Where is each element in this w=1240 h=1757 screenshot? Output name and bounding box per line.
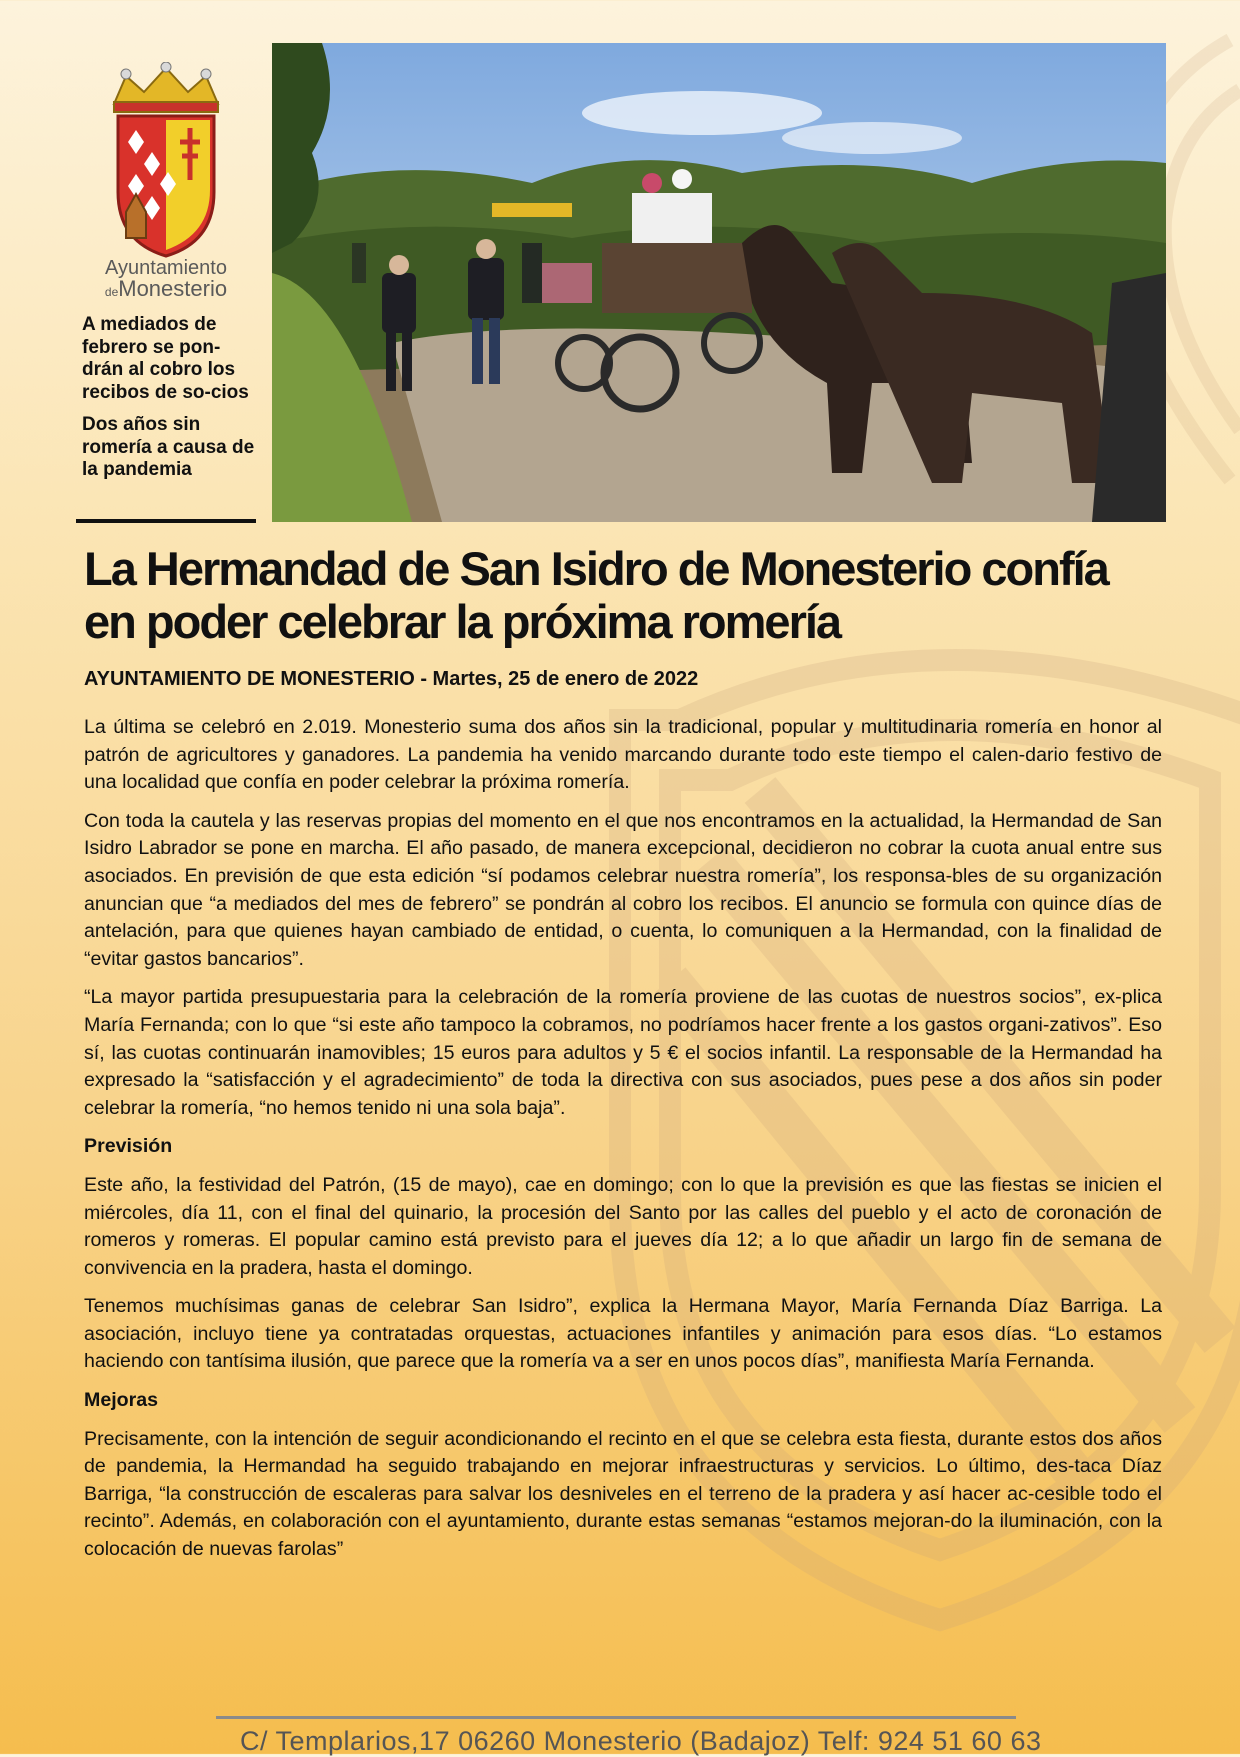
section-heading-mejoras: Mejoras (84, 1389, 159, 1412)
article-paragraph: Con toda la cautela y las reservas propias del momento en el que nos encontramos en la actualidad, la Hermandad de San Isidro Labrador se pone en marcha. El año pasado, de manera excepcional, decidieron no cobrar la cuota anual entre sus asociados. En previsión de que esta edición “sí podamos celebrar nuestra romería”, los responsa-bles de su organización anuncian que “a mediados del mes de febrero” se pondrán al cobro los recibos. El anuncio se formula con quince días de antelación, para que quienes hayan cambiado de entidad, o cuenta, lo comuniquen a la Hermandad, con la finalidad de “evitar gastos bancarios”. (84, 809, 1162, 970)
ayuntamiento-crest-logo (96, 62, 236, 262)
footer-divider (216, 1716, 1016, 1719)
wordmark-line1: Ayuntamiento (105, 257, 227, 279)
wordmark-prefix: de (104, 285, 119, 299)
article-paragraph: Tenemos muchísimas ganas de celebrar San Isidro”, explica la Hermana Mayor, María Fernanda Díaz Barriga. La asociación, incluyo tiene ya contratadas orquestas, actuaciones infantiles y animación para esos días. “Lo estamos haciendo con tantísima ilusión, que parece que la romería va a ser en unos pocos días”, manifiesta María Fernanda. (84, 1295, 1162, 1373)
sidebar-divider (76, 519, 256, 523)
article-paragraph: Precisamente, con la intención de seguir acondicionando el recinto en el que se celebra esta fiesta, durante estos dos años de pandemia, la Hermandad ha seguido trabajando en mejorar infraestructuras y servicios. Lo último, des-taca Díaz Barriga, “la construcción de escaleras para salvar los desniveles en el terreno de la pradera y así hacer ac-cesible todo el recinto”. Además, en colaboración con el ayuntamiento, durante estas semanas “estamos mejoran-do la iluminación, con la colocación de nuevas farolas” (84, 1427, 1162, 1561)
article-paragraph: Este año, la festividad del Patrón, (15 de mayo), cae en domingo; con lo que la previsión es que las fiestas se inicien el miércoles, día 11, con el final del quinario, la procesión del Santo por las calles del pueblo y el acto de coronación de romeros y romeras. El popular camino está previsto para el jueves día 12; a lo que añadir un largo fin de semana de convivencia en la pradera, hasta el domingo. (84, 1173, 1162, 1279)
highlight-pandemic: Dos años sin romería a causa de la pandemia (82, 414, 255, 480)
footer-address: C/ Templarios,17 06260 Monesterio (Badajoz) Telf: 924 51 60 63 (240, 1726, 1042, 1756)
article-byline: AYUNTAMIENTO DE MONESTERIO - Martes, 25 de enero de 2022 (84, 668, 699, 690)
section-heading-prevision: Previsión (84, 1135, 173, 1158)
article-body (84, 714, 1162, 1575)
article-paragraph: “La mayor partida presupuestaria para la celebración de la romería proviene de las cuotas de nuestros socios”, ex-plica María Fernanda; con lo que “si este año tampoco la cobramos, no podríamos hacer frente a los gastos organi-zativos”. Eso sí, las cuotas continuarán inamovibles; 15 euros para adultos y 5 € el socios infantil. La responsable de la Hermandad ha expresado la “satisfacción y el agradecimiento” de toda la directiva con sus asociados, pues pese a dos años sin poder celebrar la romería, “no hemos tenido ni una sola baja”. (84, 986, 1162, 1119)
ayuntamiento-wordmark (78, 258, 254, 300)
romeria-photo (272, 43, 1166, 522)
wordmark-town: Monesterio (118, 276, 228, 301)
wordmark-line2 (78, 278, 254, 300)
article-paragraph: La última se celebró en 2.019. Monesterio suma dos años sin la tradicional, popular y multitudinaria romería en honor al patrón de agricultores y ganadores. La pandemia ha venido marcando durante todo este tiempo el calen-dario festivo de una localidad que confía en poder celebrar la próxima romería. (84, 716, 1162, 794)
highlight-receipts: A mediados de febrero se pon-drán al cobro los recibos de so-cios (82, 314, 249, 403)
sidebar-highlights (82, 314, 258, 492)
article-headline: La Hermandad de San Isidro de Monesterio confía en poder celebrar la próxima romería (84, 542, 1108, 648)
